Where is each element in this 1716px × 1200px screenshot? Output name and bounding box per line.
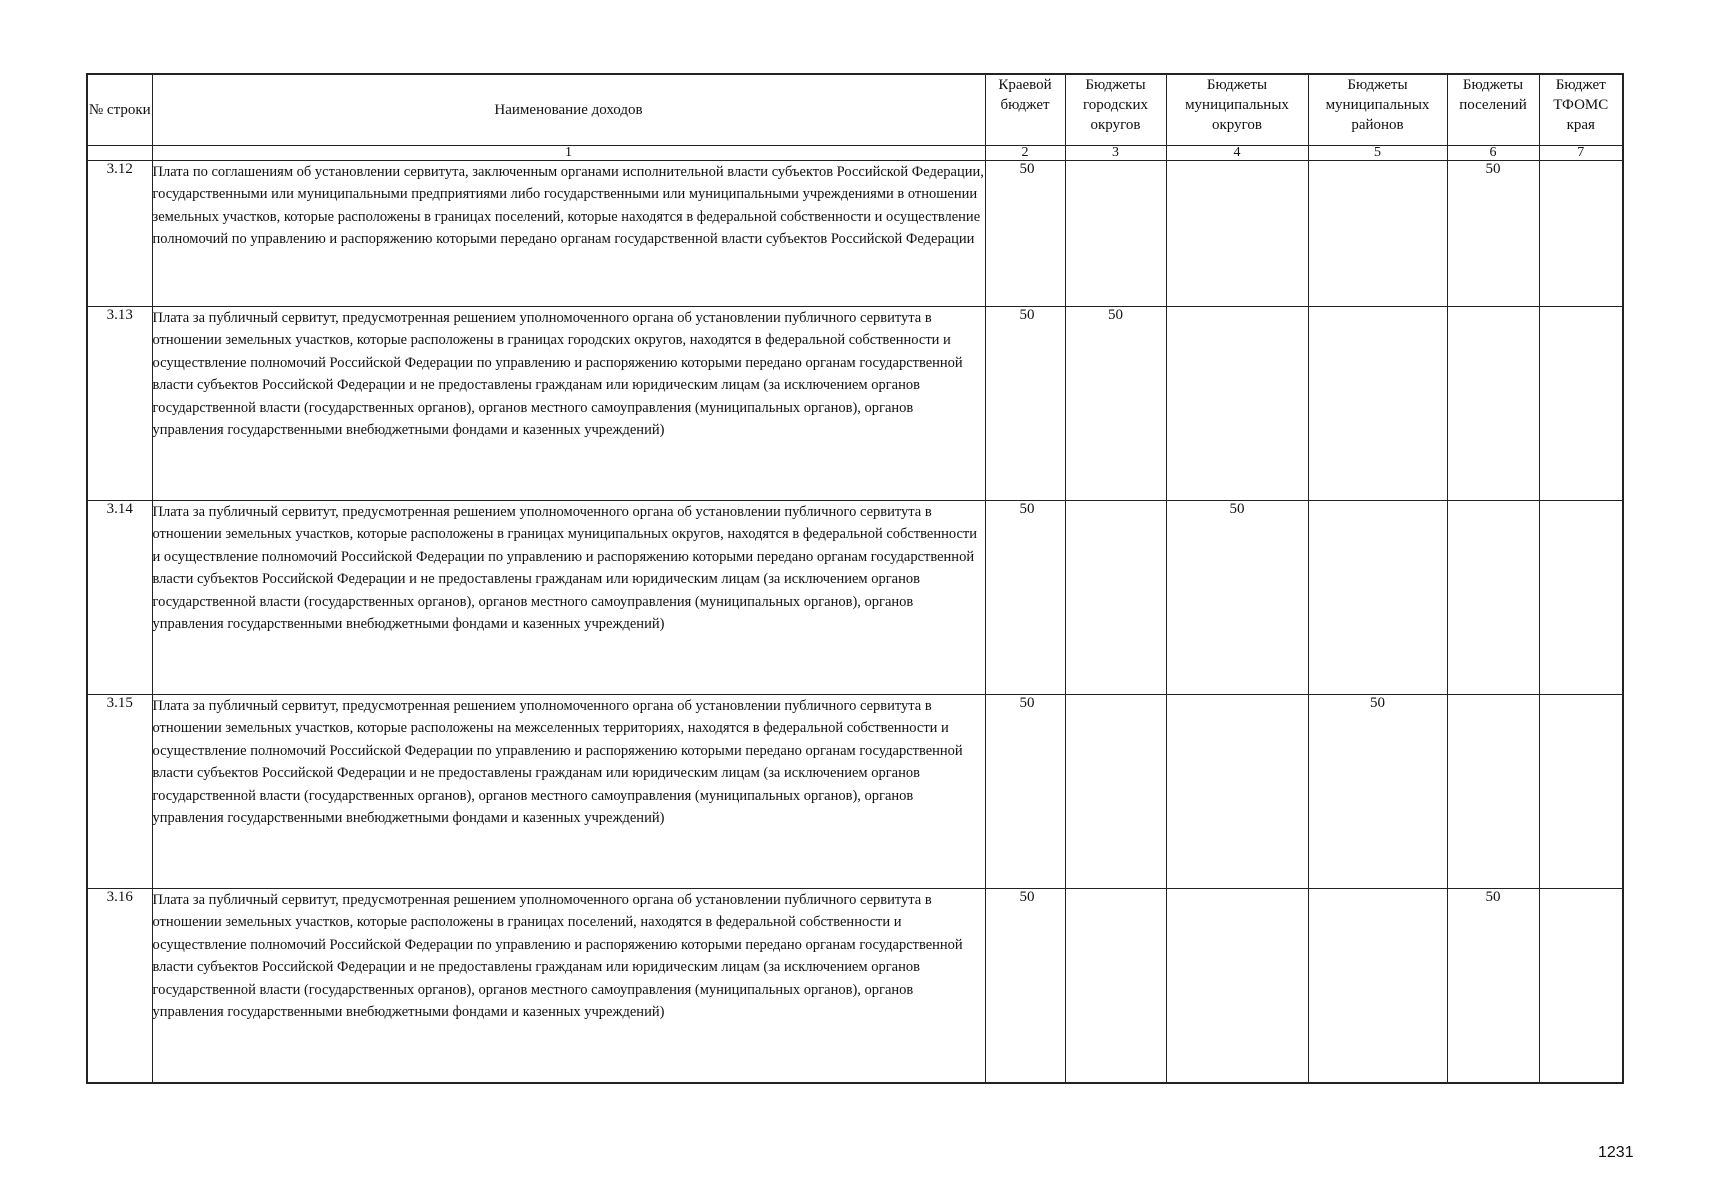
- value-settlements: [1447, 695, 1539, 889]
- header-row: [87, 74, 1623, 146]
- header-municipal-areas-budgets: Бюджеты муниципальных районов: [1308, 74, 1447, 146]
- column-number-cell: 7: [1539, 146, 1623, 161]
- revenue-distribution-table: [86, 73, 1624, 1084]
- column-number-cell: 1: [152, 146, 985, 161]
- value-regional-budget: 50: [985, 695, 1065, 889]
- income-name: Плата за публичный сервитут, предусмотренная решением уполномоченного органа об установлении публичного сервитута в отношении земельных участков, которые расположены в границах поселений, находятся в федеральной собственности и осуществление полномочий Российской Федерации по управлению и распоряжению которыми передано органам государственной власти субъектов Российской Федерации и не предоставлены гражданам или юридическим лицам (за исключением органов государственной власти (государственных органов), органов местного самоуправления (муниципальных органов), органов управления государственными внебюджетными фондами и казенных учреждений): [152, 889, 985, 1084]
- value-municipal-areas: [1308, 501, 1447, 695]
- header-row-number: № строки: [87, 74, 152, 146]
- column-number-cell: 4: [1166, 146, 1308, 161]
- value-tfoms: [1539, 307, 1623, 501]
- value-municipal-districts: [1166, 889, 1308, 1084]
- header-settlements-budgets: Бюджеты поселений: [1447, 74, 1539, 146]
- row-number: 3.13: [87, 307, 152, 501]
- value-tfoms: [1539, 889, 1623, 1084]
- value-municipal-districts: 50: [1166, 501, 1308, 695]
- value-municipal-areas: [1308, 889, 1447, 1084]
- income-name: Плата за публичный сервитут, предусмотренная решением уполномоченного органа об установлении публичного сервитута в отношении земельных участков, которые расположены в границах муниципальных округов, находятся в федеральной собственности и осуществление полномочий Российской Федерации по управлению и распоряжению которыми передано органам государственной власти субъектов Российской Федерации и не предоставлены гражданам или юридическим лицам (за исключением органов государственной власти (государственных органов), органов местного самоуправления (муниципальных органов), органов управления государственными внебюджетными фондами и казенных учреждений): [152, 501, 985, 695]
- column-numbers-row: [87, 146, 1623, 161]
- header-regional-budget: Краевой бюджет: [985, 74, 1065, 146]
- table-row: [87, 501, 1623, 695]
- column-number-cell: 3: [1065, 146, 1166, 161]
- header-income-name: Наименование доходов: [152, 74, 985, 146]
- value-municipal-districts: [1166, 695, 1308, 889]
- row-number: 3.16: [87, 889, 152, 1084]
- value-city-districts: [1065, 161, 1166, 307]
- value-settlements: [1447, 501, 1539, 695]
- table-row: [87, 161, 1623, 307]
- income-name: Плата по соглашениям об установлении сервитута, заключенным органами исполнительной власти субъектов Российской Федерации, государственными или муниципальными предприятиями либо государственными или муниципальными учреждениями в отношении земельных участков, которые расположены в границах поселений, которые находятся в федеральной собственности и осуществление полномочий по управлению и распоряжению которыми передано органам государственной власти субъектов Российской Федерации: [152, 161, 985, 307]
- header-tfoms-budget: Бюджет ТФОМС края: [1539, 74, 1623, 146]
- value-city-districts: [1065, 889, 1166, 1084]
- page-number: 1231: [1598, 1144, 1634, 1161]
- value-municipal-areas: 50: [1308, 695, 1447, 889]
- row-number: 3.15: [87, 695, 152, 889]
- value-municipal-areas: [1308, 161, 1447, 307]
- value-tfoms: [1539, 161, 1623, 307]
- column-number-cell: 5: [1308, 146, 1447, 161]
- column-number-cell: 2: [985, 146, 1065, 161]
- value-regional-budget: 50: [985, 307, 1065, 501]
- value-city-districts: [1065, 501, 1166, 695]
- value-municipal-districts: [1166, 307, 1308, 501]
- income-name: Плата за публичный сервитут, предусмотренная решением уполномоченного органа об установлении публичного сервитута в отношении земельных участков, которые расположены на межселенных территориях, находятся в федеральной собственности и осуществление полномочий Российской Федерации по управлению и распоряжению которыми передано органам государственной власти субъектов Российской Федерации и не предоставлены гражданам или юридическим лицам (за исключением органов государственной власти (государственных органов), органов местного самоуправления (муниципальных органов), органов управления государственными внебюджетными фондами и казенных учреждений): [152, 695, 985, 889]
- table-row: [87, 889, 1623, 1084]
- column-number-cell: 6: [1447, 146, 1539, 161]
- value-city-districts: 50: [1065, 307, 1166, 501]
- value-settlements: [1447, 307, 1539, 501]
- value-municipal-districts: [1166, 161, 1308, 307]
- row-number: 3.14: [87, 501, 152, 695]
- value-regional-budget: 50: [985, 501, 1065, 695]
- value-tfoms: [1539, 695, 1623, 889]
- column-number-cell-empty: [87, 146, 152, 161]
- row-number: 3.12: [87, 161, 152, 307]
- value-settlements: 50: [1447, 161, 1539, 307]
- table-row: [87, 307, 1623, 501]
- value-regional-budget: 50: [985, 889, 1065, 1084]
- income-name: Плата за публичный сервитут, предусмотренная решением уполномоченного органа об установлении публичного сервитута в отношении земельных участков, которые расположены в границах городских округов, находятся в федеральной собственности и осуществление полномочий Российской Федерации по управлению и распоряжению которыми передано органам государственной власти субъектов Российской Федерации и не предоставлены гражданам или юридическим лицам (за исключением органов государственной власти (государственных органов), органов местного самоуправления (муниципальных органов), органов управления государственными внебюджетными фондами и казенных учреждений): [152, 307, 985, 501]
- table-row: [87, 695, 1623, 889]
- header-city-districts-budgets: Бюджеты городских округов: [1065, 74, 1166, 146]
- value-tfoms: [1539, 501, 1623, 695]
- value-regional-budget: 50: [985, 161, 1065, 307]
- value-city-districts: [1065, 695, 1166, 889]
- header-municipal-districts-budgets: Бюджеты муниципальных округов: [1166, 74, 1308, 146]
- value-settlements: 50: [1447, 889, 1539, 1084]
- value-municipal-areas: [1308, 307, 1447, 501]
